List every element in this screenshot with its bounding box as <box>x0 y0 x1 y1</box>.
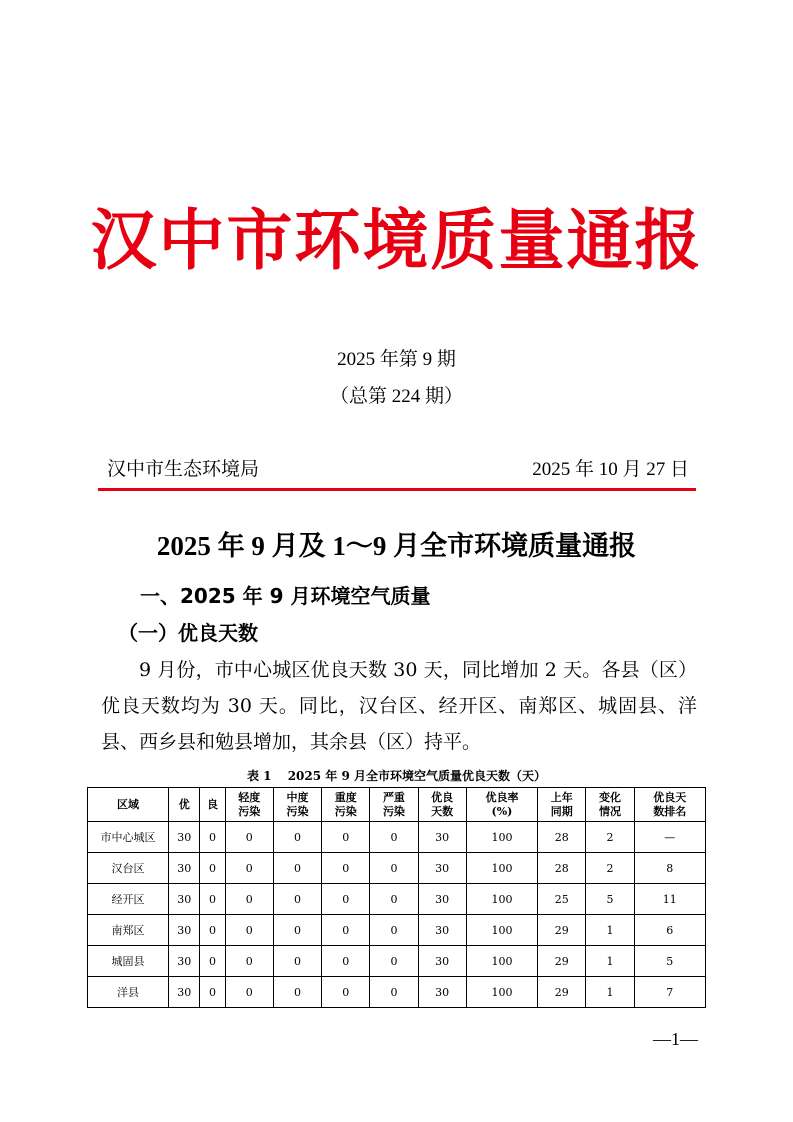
column-header: 优良 天数 <box>418 788 466 822</box>
table-row <box>88 915 706 946</box>
table-cell: 30 <box>169 946 200 977</box>
table-row <box>88 884 706 915</box>
table-cell: 1 <box>586 946 634 977</box>
table-cell: 8 <box>634 853 705 884</box>
issuer-row <box>107 454 689 481</box>
table-cell: 6 <box>634 915 705 946</box>
table-cell: 0 <box>200 915 225 946</box>
table-cell: 0 <box>225 853 273 884</box>
page-number: —1— <box>653 1029 698 1049</box>
table-cell: 0 <box>322 884 370 915</box>
table-cell: 0 <box>200 977 225 1008</box>
table-cell: 0 <box>370 884 418 915</box>
column-header: 中度 污染 <box>273 788 321 822</box>
table-cell: 1 <box>586 915 634 946</box>
table-cell: 29 <box>538 977 586 1008</box>
table-cell: 2 <box>586 853 634 884</box>
table-cell: 29 <box>538 915 586 946</box>
table-row <box>88 853 706 884</box>
column-header: 变化 情况 <box>586 788 634 822</box>
table-cell: 30 <box>418 977 466 1008</box>
air-quality-table <box>87 787 706 1008</box>
table-cell: 100 <box>466 977 537 1008</box>
table-cell: 30 <box>169 977 200 1008</box>
table-cell: 0 <box>370 946 418 977</box>
issue-date: 2025 年 10 月 27 日 <box>532 459 689 480</box>
table-cell: 0 <box>200 946 225 977</box>
body-paragraph: 9 月份，市中心城区优良天数 30 天，同比增加 2 天。各县（区）优良天数均为 30 天。同比，汉台区、经开区、南郑区、城固县、洋县、西乡县和勉县增加，其余县（区）持平。 <box>101 659 697 753</box>
table-cell: 0 <box>322 853 370 884</box>
region-cell: 汉台区 <box>88 853 169 884</box>
table-cell: 0 <box>322 822 370 853</box>
region-cell: 南郑区 <box>88 915 169 946</box>
table-cell: 100 <box>466 884 537 915</box>
table-cell: 0 <box>200 822 225 853</box>
table-cell: 0 <box>225 884 273 915</box>
column-header: 优良率 (%) <box>466 788 537 822</box>
column-header: 上年 同期 <box>538 788 586 822</box>
table-cell: 0 <box>273 853 321 884</box>
table-cell: 100 <box>466 946 537 977</box>
document-title: 2025 年 9 月及 1～9 月全市环境质量通报 <box>156 531 637 561</box>
table-cell: 0 <box>273 884 321 915</box>
issue-number: 2025 年第 9 期 <box>337 349 456 370</box>
masthead-title: 汉中市环境质量通报 <box>90 201 703 279</box>
table-cell: 100 <box>466 915 537 946</box>
table-cell: 30 <box>418 884 466 915</box>
table-cell: 0 <box>273 822 321 853</box>
column-header: 重度 污染 <box>322 788 370 822</box>
table-cell: 28 <box>538 822 586 853</box>
table-cell: 0 <box>370 977 418 1008</box>
table-row <box>88 977 706 1008</box>
column-header: 优良天 数排名 <box>634 788 705 822</box>
table-header-row <box>88 788 706 822</box>
table-cell: 7 <box>634 977 705 1008</box>
table-cell: 5 <box>586 884 634 915</box>
column-header: 轻度 污染 <box>225 788 273 822</box>
section-heading: 一、2025 年 9 月环境空气质量 <box>140 584 431 608</box>
table-cell: 2 <box>586 822 634 853</box>
table-cell: 0 <box>273 946 321 977</box>
table-cell: 25 <box>538 884 586 915</box>
column-header: 良 <box>200 788 225 822</box>
column-header: 严重 污染 <box>370 788 418 822</box>
region-cell: 市中心城区 <box>88 822 169 853</box>
column-header: 区域 <box>88 788 169 822</box>
table-cell: 0 <box>273 915 321 946</box>
table-cell: 0 <box>225 822 273 853</box>
table-cell: 5 <box>634 946 705 977</box>
table-cell: 30 <box>169 822 200 853</box>
table-cell: 0 <box>225 977 273 1008</box>
table-cell: 0 <box>273 977 321 1008</box>
region-cell: 洋县 <box>88 977 169 1008</box>
table-cell: 0 <box>370 915 418 946</box>
table-cell: 30 <box>418 822 466 853</box>
table-cell: 11 <box>634 884 705 915</box>
table-row <box>88 946 706 977</box>
table-cell: 30 <box>418 946 466 977</box>
table-cell: 30 <box>418 915 466 946</box>
table-cell: 0 <box>200 853 225 884</box>
region-cell: 城固县 <box>88 946 169 977</box>
table-cell: 30 <box>418 853 466 884</box>
red-divider <box>98 488 696 491</box>
table-cell: 0 <box>200 884 225 915</box>
table-cell: 29 <box>538 946 586 977</box>
region-cell: 经开区 <box>88 884 169 915</box>
table-cell: 0 <box>322 915 370 946</box>
table-cell: 100 <box>466 853 537 884</box>
total-issue-number: （总第 224 期） <box>329 386 463 407</box>
table-cell: 28 <box>538 853 586 884</box>
table-caption: 表 1 2025 年 9 月全市环境空气质量优良天数（天） <box>247 769 546 783</box>
table-cell: 30 <box>169 884 200 915</box>
table-cell: 30 <box>169 853 200 884</box>
table-cell: — <box>634 822 705 853</box>
table-cell: 0 <box>322 946 370 977</box>
table-cell: 0 <box>370 822 418 853</box>
table-cell: 100 <box>466 822 537 853</box>
table-cell: 30 <box>169 915 200 946</box>
table-cell: 1 <box>586 977 634 1008</box>
subsection-heading: （一）优良天数 <box>118 621 258 645</box>
table-cell: 0 <box>370 853 418 884</box>
table-cell: 0 <box>225 915 273 946</box>
issuing-agency: 汉中市生态环境局 <box>107 459 260 480</box>
table-cell: 0 <box>225 946 273 977</box>
table-row <box>88 822 706 853</box>
table-cell: 0 <box>322 977 370 1008</box>
column-header: 优 <box>169 788 200 822</box>
